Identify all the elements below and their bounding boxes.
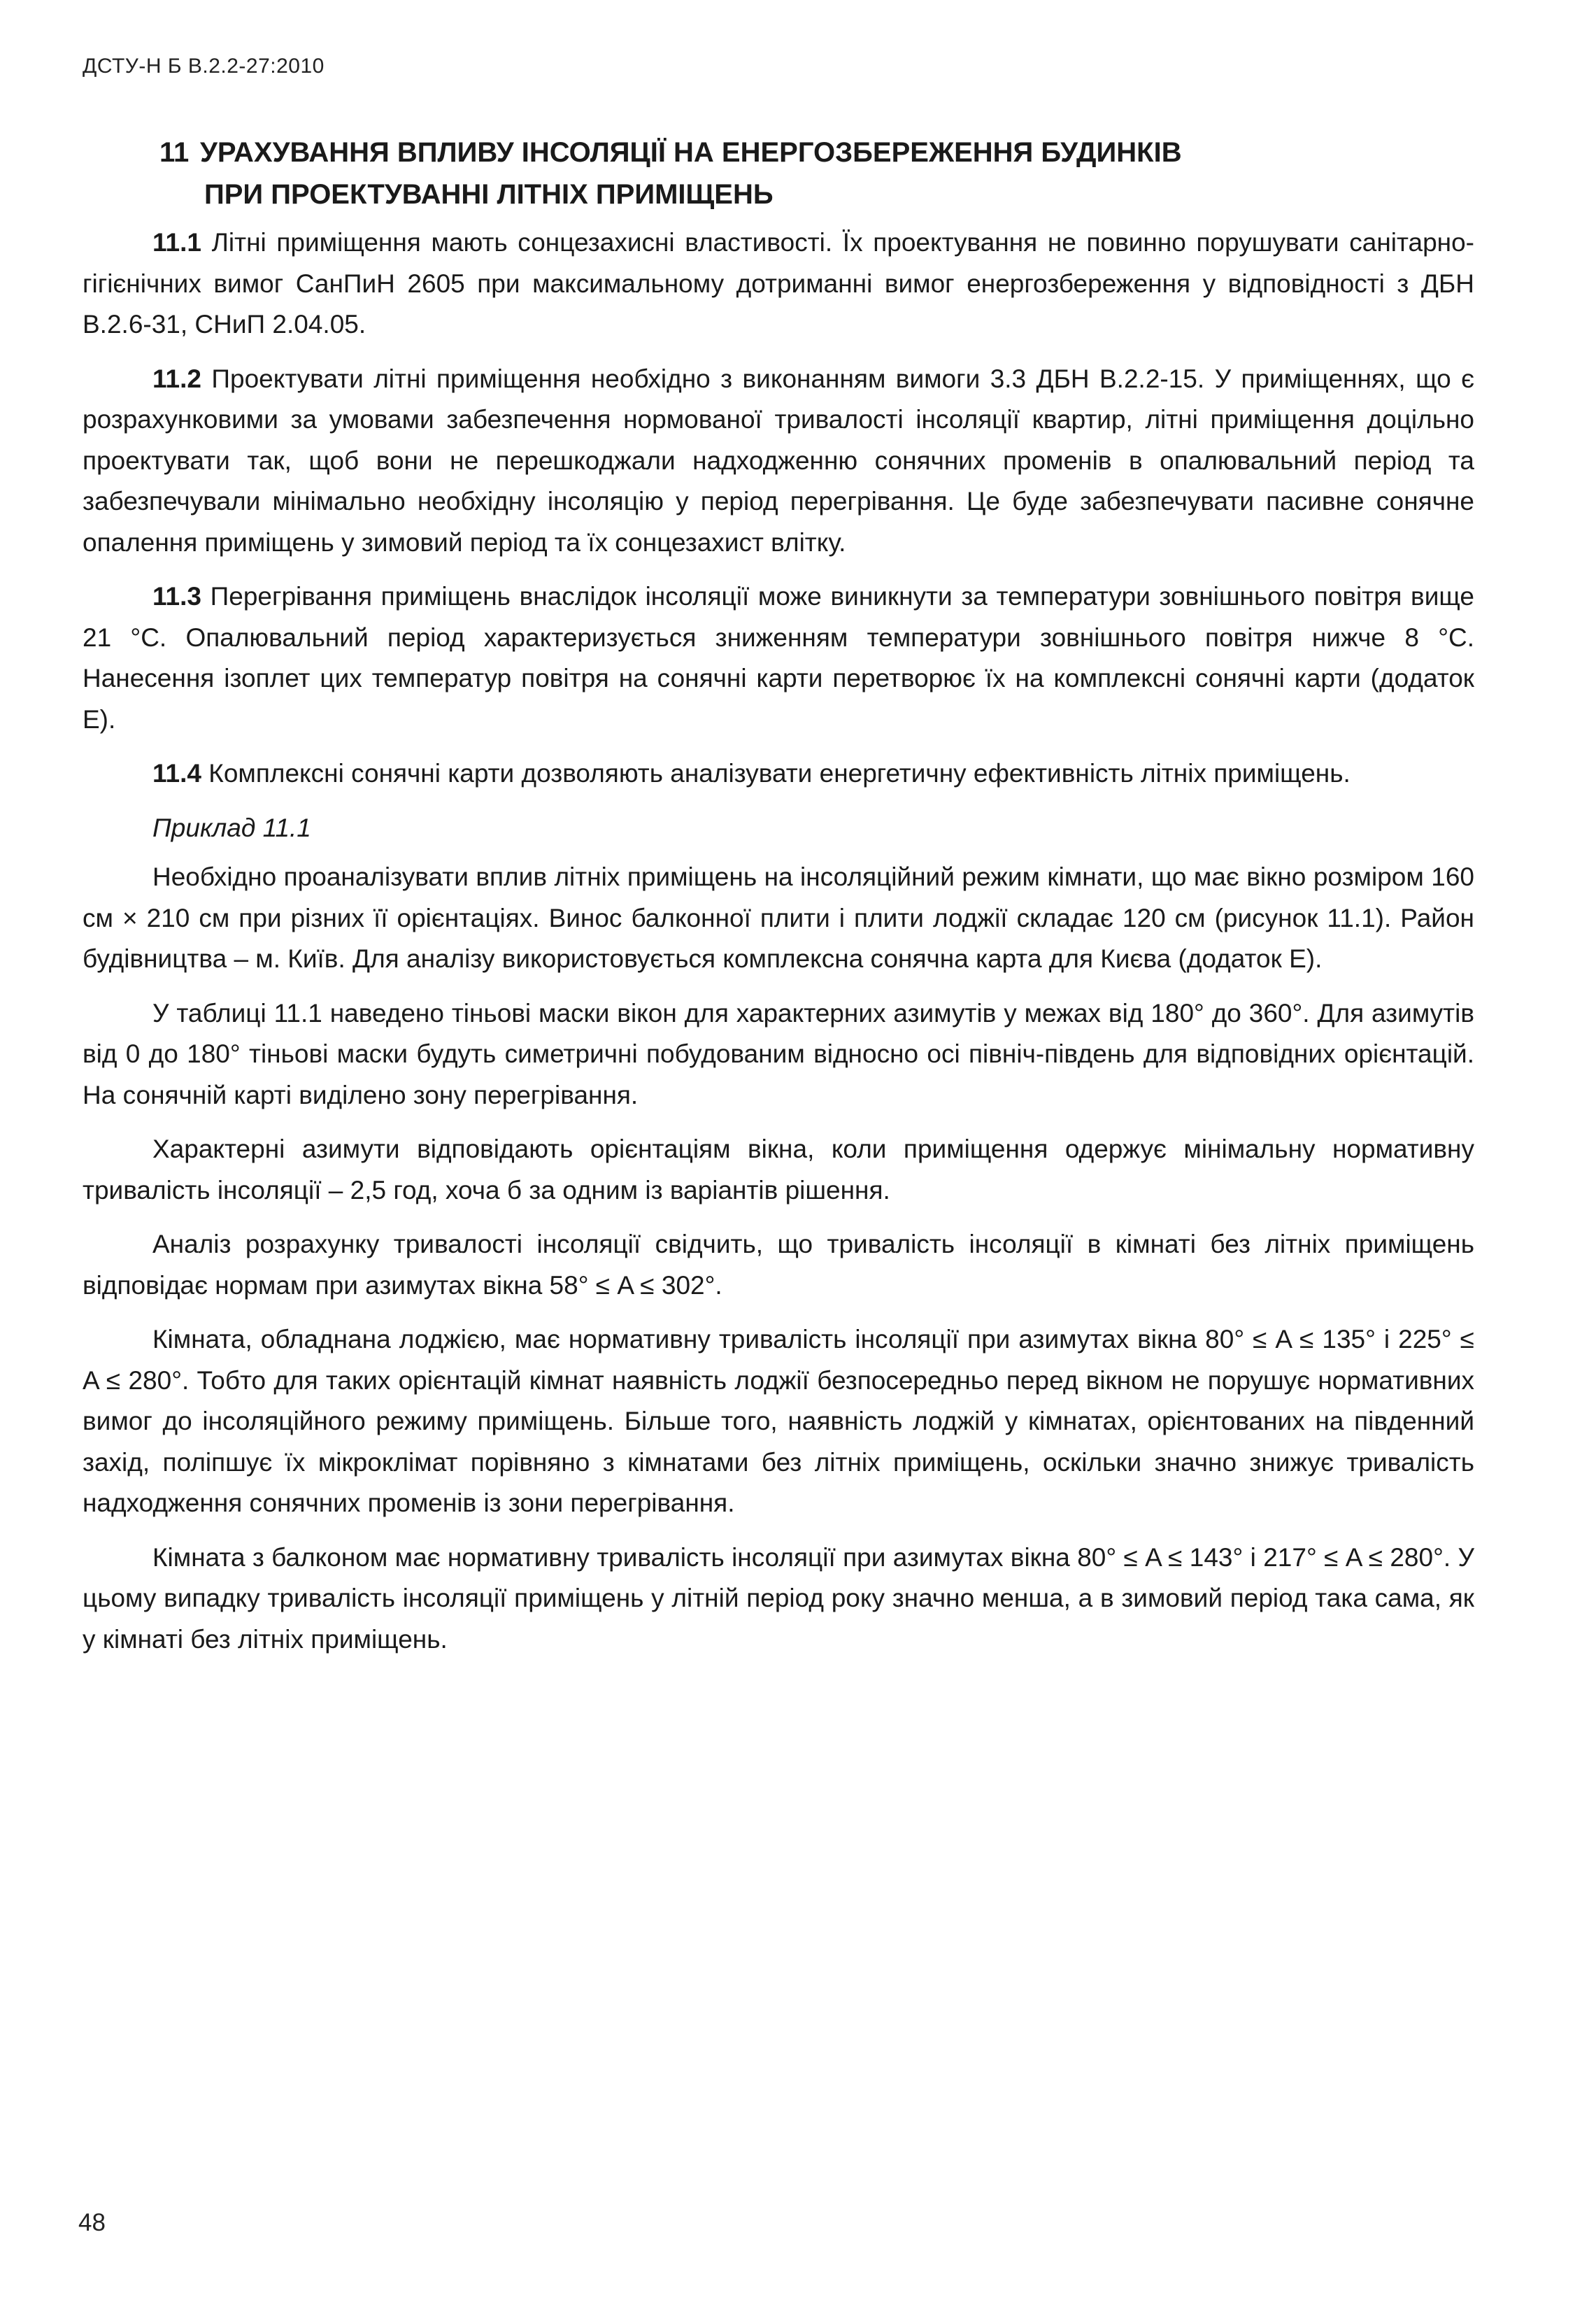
example-paragraph: Характерні азимути відповідають орієнтаціям вікна, коли приміщення одержує мінімальну нормативну тривалість інсоляції – 2,5 год, хоча б за одним із варіантів рішення. <box>83 1135 1474 1205</box>
page-number: 48 <box>78 2209 106 2236</box>
example-paragraph: У таблиці 11.1 наведено тіньові маски вікон для характерних азимутів у межах від 180° до 360°. Для азимутів від 0 до 180° тіньові маски будуть симетричні побудованим відносно осі північ-південь для відповідних орієнтацій. На сонячній карті виділено зону перегрівання. <box>83 998 1474 1109</box>
example-paragraph: Необхідно проаналізувати вплив літніх приміщень на інсоляційний режим кімнати, що має вікно розміром 160 см × 210 см при різних її орієнтаціях. Винос балконної плити і плити лоджії складає 120 см (рисунок 11.1). Район будівництва – м. Київ. Для аналізу використовується комплексна сонячна карта для Києва (додаток Е). <box>83 862 1474 973</box>
section-title-line-2: ПРИ ПРОЕКТУВАННІ ЛІТНІХ ПРИМІЩЕНЬ <box>204 179 774 210</box>
paragraph-11-4 <box>83 753 1474 795</box>
paragraph-number: 11.2 <box>152 364 201 393</box>
paragraph-11-3 <box>83 576 1474 740</box>
document-body <box>83 222 1474 1673</box>
example-paragraph: Аналіз розрахунку тривалості інсоляції свідчить, що тривалість інсоляції в кімнаті без літніх приміщень відповідає нормам при азимутах вікна 58° ≤ A ≤ 302°. <box>83 1230 1474 1300</box>
example-label: Приклад 11.1 <box>152 813 311 842</box>
paragraph-11-2 <box>83 359 1474 564</box>
section-title-line-1: УРАХУВАННЯ ВПЛИВУ ІНСОЛЯЦІЇ НА ЕНЕРГОЗБЕРЕЖЕННЯ БУДИНКІВ <box>200 137 1182 168</box>
section-number: 11 <box>159 137 190 168</box>
paragraph-number: 11.1 <box>152 228 201 257</box>
example-paragraph: Кімната з балконом має нормативну тривалість інсоляції при азимутах вікна 80° ≤ A ≤ 143° і 217° ≤ A ≤ 280°. У цьому випадку тривалість інсоляції приміщень у літній період року значно менша, а в зимовий період така сама, як у кімнаті без літніх приміщень. <box>83 1542 1475 1654</box>
paragraph-text: Комплексні сонячні карти дозволяють аналізувати енергетичну ефективність літніх приміщень. <box>201 759 1351 788</box>
example-paragraph: Кімната, обладнана лоджією, має нормативну тривалість інсоляції при азимутах вікна 80° ≤ A ≤ 135° і 225° ≤ A ≤ 280°. Тобто для таких орієнтацій кімнат наявність лоджії безпосередньо перед вікном не порушує нормативних вимог до інсоляційного режиму приміщень. Більше того, наявність лоджій у кімнатах, орієнтованих на південний захід, поліпшує їх мікроклімат порівняно з кімнатами без літніх приміщень, оскільки значно знижує тривалість надходження сонячних променів із зони перегрівання. <box>83 1325 1474 1517</box>
section-title <box>159 132 1488 215</box>
paragraph-number: 11.4 <box>152 759 201 788</box>
document-code-header: ДСТУ-Н Б В.2.2-27:2010 <box>83 55 325 78</box>
paragraph-text: Перегрівання приміщень внаслідок інсоляції може виникнути за температури зовнішнього повітря вище 21 °С. Опалювальний період характеризується зниженням температури зовнішнього повітря нижче 8 °С. Нанесення ізоплет цих температур повітря на сонячні карти перетворює їх на комплексні сонячні карти (додаток Е). <box>83 582 1474 734</box>
paragraph-text: Проектувати літні приміщення необхідно з виконанням вимоги 3.3 ДБН В.2.2-15. У приміщеннях, що є розрахунковими за умовами забезпечення нормованої тривалості інсоляції квартир, літні приміщення доцільно проектувати так, щоб вони не перешкоджали надходженню сонячних променів в опалювальний період та забезпечували мінімально необхідну інсоляцію у період перегрівання. Це буде забезпечувати пасивне сонячне опалення приміщень у зимовий період та їх сонцезахист влітку. <box>83 364 1474 557</box>
paragraph-11-1 <box>83 222 1474 346</box>
paragraph-number: 11.3 <box>152 582 201 611</box>
paragraph-text: Літні приміщення мають сонцезахисні властивості. Їх проектування не повинно порушувати санітарно-гігієнічних вимог СанПиН 2605 при максимальному дотриманні вимог енергозбереження у відповідності з ДБН В.2.6-31, СНиП 2.04.05. <box>83 228 1474 339</box>
